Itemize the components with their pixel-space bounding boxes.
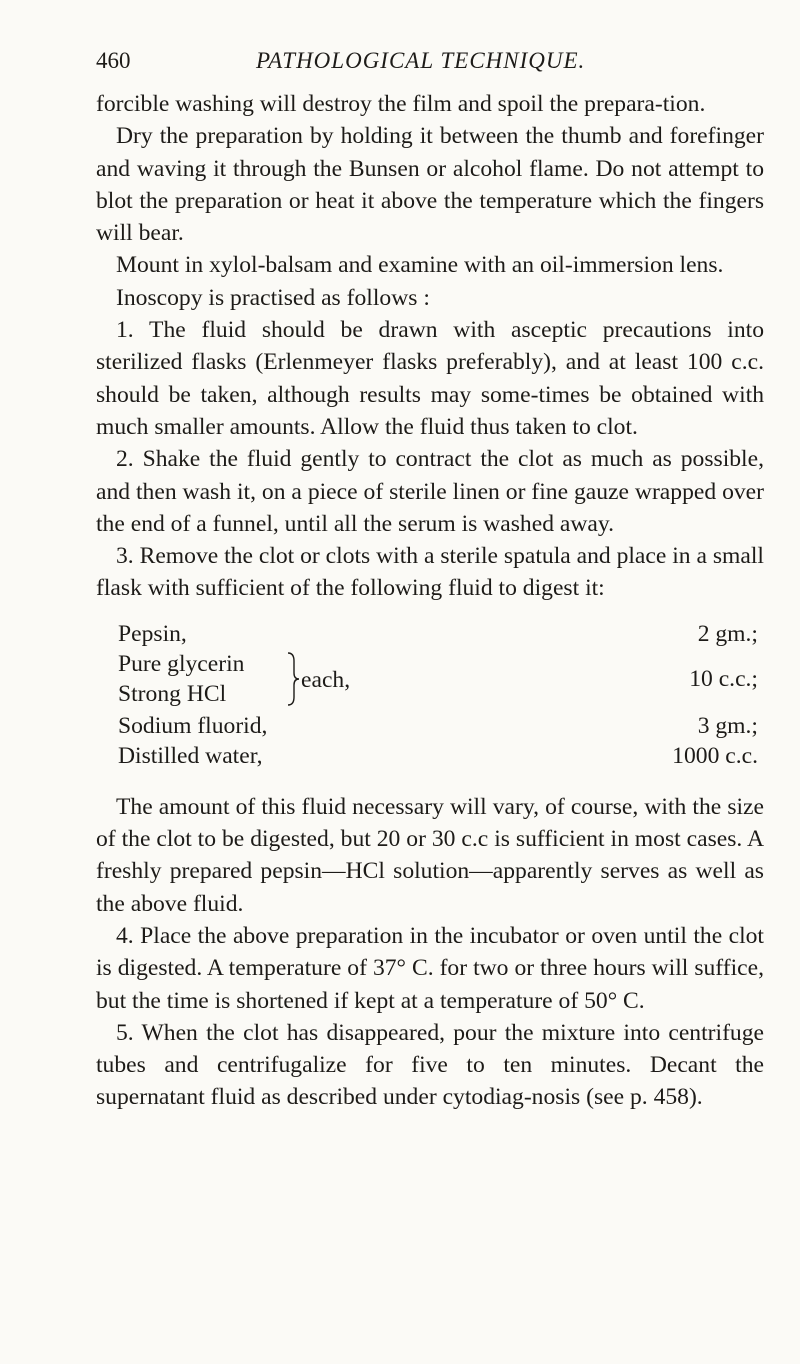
step-5: 5. When the clot has disappeared, pour the mixture into centrifuge tubes and centrifugalize for five to ten minutes. Decant the supernatant fluid as described under cytodiag-nosis (see p. 458). (96, 1019, 764, 1111)
formula-row (118, 619, 758, 649)
formula-row (118, 711, 758, 741)
page-number: 460 (96, 48, 131, 73)
each-label: each, (301, 666, 351, 693)
ingredient-name: Sodium fluorid, (118, 712, 268, 739)
paragraph-inoscopy: Inoscopy is practised as follows : (116, 284, 430, 311)
paragraph-mount: Mount in xylol-balsam and examine with an oil-immersion lens. (116, 252, 724, 279)
formula-row (118, 741, 758, 771)
step-3: 3. Remove the clot or clots with a sterile spatula and place in a small flask with sufficient of the following fluid to digest it: (96, 543, 764, 602)
ingredient-name: Pepsin, (118, 620, 187, 647)
paragraph-continuation: forcible washing will destroy the film and spoil the prepara-tion. (96, 91, 706, 117)
formula-row-grouped (118, 649, 758, 709)
brace-symbol (286, 651, 300, 712)
ingredient-name: Distilled water, (118, 742, 263, 769)
paragraph-amount: The amount of this fluid necessary will vary, of course, with the size of the clot to be digested, but 20 or 30 c.c is sufficient in most cases. A freshly prepared pepsin—HCl solution—apparently serves as well as the above fluid. (96, 793, 764, 917)
step-2: 2. Shake the fluid gently to contract the clot as much as possible, and then wash it, on a piece of sterile linen or fine gauze wrapped over the end of a funnel, until all the serum is washed away. (96, 446, 764, 537)
ingredient-name: Strong HCl (118, 680, 227, 707)
ingredient-quantity: 10 c.c.; (689, 665, 758, 692)
step-4: 4. Place the above preparation in the incubator or oven until the clot is digested. A temperature of 37° C. for two or three hours will suffice, but the time is shortened if kept at a temperature of 50° C. (96, 922, 764, 1014)
ingredient-quantity: 1000 c.c. (672, 742, 758, 769)
book-page (96, 48, 764, 1114)
digest-fluid-formula (96, 605, 764, 791)
paragraph-dry: Dry the preparation by holding it between the thumb and forefinger and waving it through the Bunsen or alcohol flame. Do not attempt to blot the preparation or heat it above the temperature which the fingers will bear. (96, 123, 764, 247)
running-title: PATHOLOGICAL TECHNIQUE. (256, 48, 586, 73)
page-header (96, 48, 764, 88)
ingredient-quantity: 2 gm.; (697, 620, 758, 647)
step-1: 1. The fluid should be drawn with asceptic precautions into sterilized flasks (Erlenmeyer flasks preferably), and at least 100 c.c. should be taken, although results may some-times be obtained with much smaller amounts. Allow the fluid thus taken to clot. (96, 317, 764, 440)
ingredient-name: Pure glycerin (118, 650, 245, 677)
ingredient-quantity: 3 gm.; (697, 712, 758, 739)
